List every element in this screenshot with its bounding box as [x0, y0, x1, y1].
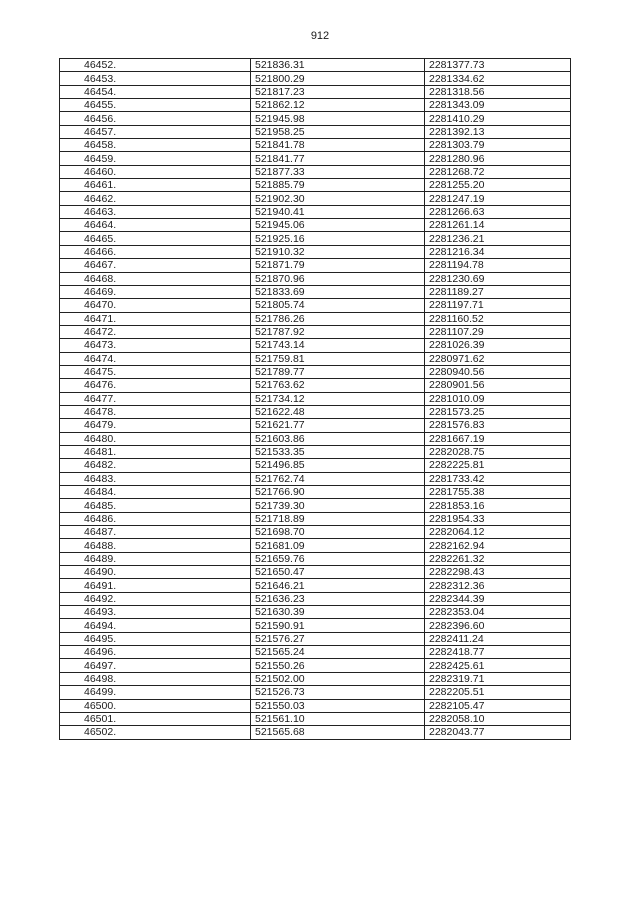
y-coordinate-cell: 2281573.25 [425, 405, 571, 418]
point-number-cell: 46470. [60, 299, 251, 312]
point-number-cell: 46489. [60, 552, 251, 565]
x-coordinate-cell: 521565.24 [251, 646, 425, 659]
y-coordinate-cell: 2282064.12 [425, 526, 571, 539]
table-row [60, 699, 571, 712]
table-row [60, 552, 571, 565]
y-coordinate-cell: 2281216.34 [425, 245, 571, 258]
y-coordinate-cell: 2282418.77 [425, 646, 571, 659]
y-coordinate-cell: 2282411.24 [425, 632, 571, 645]
table-row [60, 606, 571, 619]
y-coordinate-cell: 2281733.42 [425, 472, 571, 485]
point-number-cell: 46471. [60, 312, 251, 325]
point-number-cell: 46482. [60, 459, 251, 472]
table-row [60, 99, 571, 112]
y-coordinate-cell: 2281334.62 [425, 72, 571, 85]
point-number-cell: 46462. [60, 192, 251, 205]
y-coordinate-cell: 2281280.96 [425, 152, 571, 165]
point-number-cell: 46456. [60, 112, 251, 125]
x-coordinate-cell: 521925.16 [251, 232, 425, 245]
point-number-cell: 46465. [60, 232, 251, 245]
y-coordinate-cell: 2281853.16 [425, 499, 571, 512]
x-coordinate-cell: 521533.35 [251, 445, 425, 458]
point-number-cell: 46459. [60, 152, 251, 165]
point-number-cell: 46492. [60, 592, 251, 605]
x-coordinate-cell: 521805.74 [251, 299, 425, 312]
x-coordinate-cell: 521836.31 [251, 59, 425, 72]
point-number-cell: 46463. [60, 205, 251, 218]
point-number-cell: 46478. [60, 405, 251, 418]
point-number-cell: 46479. [60, 419, 251, 432]
table-row [60, 125, 571, 138]
y-coordinate-cell: 2281755.38 [425, 486, 571, 499]
point-number-cell: 46487. [60, 526, 251, 539]
coordinates-table [59, 58, 571, 740]
point-number-cell: 46502. [60, 726, 251, 739]
y-coordinate-cell: 2281197.71 [425, 299, 571, 312]
point-number-cell: 46464. [60, 219, 251, 232]
y-coordinate-cell: 2281247.19 [425, 192, 571, 205]
y-coordinate-cell: 2282043.77 [425, 726, 571, 739]
y-coordinate-cell: 2282298.43 [425, 566, 571, 579]
table-row [60, 592, 571, 605]
table-row [60, 312, 571, 325]
x-coordinate-cell: 521622.48 [251, 405, 425, 418]
table-row [60, 472, 571, 485]
x-coordinate-cell: 521885.79 [251, 179, 425, 192]
x-coordinate-cell: 521590.91 [251, 619, 425, 632]
point-number-cell: 46498. [60, 672, 251, 685]
table-row [60, 499, 571, 512]
point-number-cell: 46452. [60, 59, 251, 72]
x-coordinate-cell: 521763.62 [251, 379, 425, 392]
table-row [60, 445, 571, 458]
x-coordinate-cell: 521681.09 [251, 539, 425, 552]
x-coordinate-cell: 521871.79 [251, 259, 425, 272]
x-coordinate-cell: 521561.10 [251, 712, 425, 725]
y-coordinate-cell: 2281026.39 [425, 339, 571, 352]
y-coordinate-cell: 2282319.71 [425, 672, 571, 685]
point-number-cell: 46496. [60, 646, 251, 659]
point-number-cell: 46495. [60, 632, 251, 645]
point-number-cell: 46454. [60, 85, 251, 98]
y-coordinate-cell: 2280901.56 [425, 379, 571, 392]
table-row [60, 299, 571, 312]
y-coordinate-cell: 2282396.60 [425, 619, 571, 632]
x-coordinate-cell: 521841.77 [251, 152, 425, 165]
y-coordinate-cell: 2281010.09 [425, 392, 571, 405]
x-coordinate-cell: 521958.25 [251, 125, 425, 138]
table-row [60, 339, 571, 352]
y-coordinate-cell: 2281194.78 [425, 259, 571, 272]
table-row [60, 219, 571, 232]
x-coordinate-cell: 521862.12 [251, 99, 425, 112]
x-coordinate-cell: 521786.26 [251, 312, 425, 325]
x-coordinate-cell: 521940.41 [251, 205, 425, 218]
point-number-cell: 46453. [60, 72, 251, 85]
table-row [60, 272, 571, 285]
point-number-cell: 46466. [60, 245, 251, 258]
y-coordinate-cell: 2281576.83 [425, 419, 571, 432]
table-row [60, 112, 571, 125]
y-coordinate-cell: 2282162.94 [425, 539, 571, 552]
y-coordinate-cell: 2281318.56 [425, 85, 571, 98]
y-coordinate-cell: 2281160.52 [425, 312, 571, 325]
table-row [60, 619, 571, 632]
table-row [60, 419, 571, 432]
y-coordinate-cell: 2282105.47 [425, 699, 571, 712]
x-coordinate-cell: 521945.06 [251, 219, 425, 232]
y-coordinate-cell: 2280940.56 [425, 365, 571, 378]
page-number: 912 [310, 30, 330, 42]
point-number-cell: 46480. [60, 432, 251, 445]
table-row [60, 205, 571, 218]
x-coordinate-cell: 521910.32 [251, 245, 425, 258]
x-coordinate-cell: 521766.90 [251, 486, 425, 499]
x-coordinate-cell: 521789.77 [251, 365, 425, 378]
point-number-cell: 46457. [60, 125, 251, 138]
y-coordinate-cell: 2282225.81 [425, 459, 571, 472]
x-coordinate-cell: 521787.92 [251, 325, 425, 338]
y-coordinate-cell: 2282353.04 [425, 606, 571, 619]
y-coordinate-cell: 2281261.14 [425, 219, 571, 232]
table-row [60, 59, 571, 72]
point-number-cell: 46494. [60, 619, 251, 632]
y-coordinate-cell: 2281255.20 [425, 179, 571, 192]
x-coordinate-cell: 521621.77 [251, 419, 425, 432]
x-coordinate-cell: 521759.81 [251, 352, 425, 365]
y-coordinate-cell: 2281266.63 [425, 205, 571, 218]
x-coordinate-cell: 521496.85 [251, 459, 425, 472]
table-row [60, 165, 571, 178]
x-coordinate-cell: 521817.23 [251, 85, 425, 98]
x-coordinate-cell: 521800.29 [251, 72, 425, 85]
y-coordinate-cell: 2282344.39 [425, 592, 571, 605]
y-coordinate-cell: 2281107.29 [425, 325, 571, 338]
table-row [60, 325, 571, 338]
y-coordinate-cell: 2281667.19 [425, 432, 571, 445]
y-coordinate-cell: 2281236.21 [425, 232, 571, 245]
point-number-cell: 46493. [60, 606, 251, 619]
x-coordinate-cell: 521550.26 [251, 659, 425, 672]
coordinates-table-body [60, 59, 571, 740]
x-coordinate-cell: 521833.69 [251, 285, 425, 298]
x-coordinate-cell: 521877.33 [251, 165, 425, 178]
table-row [60, 566, 571, 579]
y-coordinate-cell: 2281954.33 [425, 512, 571, 525]
x-coordinate-cell: 521739.30 [251, 499, 425, 512]
point-number-cell: 46460. [60, 165, 251, 178]
y-coordinate-cell: 2281189.27 [425, 285, 571, 298]
x-coordinate-cell: 521650.47 [251, 566, 425, 579]
y-coordinate-cell: 2282312.36 [425, 579, 571, 592]
table-row [60, 192, 571, 205]
y-coordinate-cell: 2282058.10 [425, 712, 571, 725]
table-row [60, 486, 571, 499]
x-coordinate-cell: 521550.03 [251, 699, 425, 712]
table-row [60, 379, 571, 392]
x-coordinate-cell: 521502.00 [251, 672, 425, 685]
y-coordinate-cell: 2281268.72 [425, 165, 571, 178]
table-row [60, 152, 571, 165]
table-row [60, 232, 571, 245]
x-coordinate-cell: 521698.70 [251, 526, 425, 539]
table-row [60, 85, 571, 98]
y-coordinate-cell: 2282261.32 [425, 552, 571, 565]
table-row [60, 512, 571, 525]
point-number-cell: 46491. [60, 579, 251, 592]
x-coordinate-cell: 521565.68 [251, 726, 425, 739]
table-row [60, 632, 571, 645]
point-number-cell: 46497. [60, 659, 251, 672]
y-coordinate-cell: 2281377.73 [425, 59, 571, 72]
x-coordinate-cell: 521945.98 [251, 112, 425, 125]
table-row [60, 285, 571, 298]
point-number-cell: 46455. [60, 99, 251, 112]
y-coordinate-cell: 2282425.61 [425, 659, 571, 672]
table-row [60, 672, 571, 685]
table-row [60, 526, 571, 539]
y-coordinate-cell: 2281410.29 [425, 112, 571, 125]
point-number-cell: 46477. [60, 392, 251, 405]
point-number-cell: 46473. [60, 339, 251, 352]
table-row [60, 579, 571, 592]
x-coordinate-cell: 521659.76 [251, 552, 425, 565]
point-number-cell: 46475. [60, 365, 251, 378]
point-number-cell: 46485. [60, 499, 251, 512]
x-coordinate-cell: 521576.27 [251, 632, 425, 645]
x-coordinate-cell: 521603.86 [251, 432, 425, 445]
point-number-cell: 46501. [60, 712, 251, 725]
y-coordinate-cell: 2281343.09 [425, 99, 571, 112]
point-number-cell: 46488. [60, 539, 251, 552]
point-number-cell: 46472. [60, 325, 251, 338]
table-row [60, 712, 571, 725]
y-coordinate-cell: 2280971.62 [425, 352, 571, 365]
point-number-cell: 46490. [60, 566, 251, 579]
x-coordinate-cell: 521870.96 [251, 272, 425, 285]
table-row [60, 405, 571, 418]
y-coordinate-cell: 2281392.13 [425, 125, 571, 138]
x-coordinate-cell: 521902.30 [251, 192, 425, 205]
point-number-cell: 46486. [60, 512, 251, 525]
point-number-cell: 46500. [60, 699, 251, 712]
point-number-cell: 46499. [60, 686, 251, 699]
x-coordinate-cell: 521526.73 [251, 686, 425, 699]
x-coordinate-cell: 521743.14 [251, 339, 425, 352]
x-coordinate-cell: 521636.23 [251, 592, 425, 605]
y-coordinate-cell: 2282205.51 [425, 686, 571, 699]
table-row [60, 179, 571, 192]
table-row [60, 659, 571, 672]
table-row [60, 139, 571, 152]
table-row [60, 726, 571, 739]
y-coordinate-cell: 2282028.75 [425, 445, 571, 458]
table-row [60, 259, 571, 272]
point-number-cell: 46469. [60, 285, 251, 298]
point-number-cell: 46483. [60, 472, 251, 485]
table-row [60, 352, 571, 365]
point-number-cell: 46461. [60, 179, 251, 192]
y-coordinate-cell: 2281303.79 [425, 139, 571, 152]
x-coordinate-cell: 521734.12 [251, 392, 425, 405]
point-number-cell: 46467. [60, 259, 251, 272]
table-row [60, 365, 571, 378]
point-number-cell: 46458. [60, 139, 251, 152]
table-row [60, 686, 571, 699]
point-number-cell: 46481. [60, 445, 251, 458]
point-number-cell: 46484. [60, 486, 251, 499]
y-coordinate-cell: 2281230.69 [425, 272, 571, 285]
table-row [60, 245, 571, 258]
table-row [60, 72, 571, 85]
x-coordinate-cell: 521718.89 [251, 512, 425, 525]
point-number-cell: 46468. [60, 272, 251, 285]
x-coordinate-cell: 521841.78 [251, 139, 425, 152]
table-row [60, 459, 571, 472]
table-row [60, 392, 571, 405]
table-row [60, 646, 571, 659]
table-row [60, 539, 571, 552]
point-number-cell: 46476. [60, 379, 251, 392]
x-coordinate-cell: 521762.74 [251, 472, 425, 485]
point-number-cell: 46474. [60, 352, 251, 365]
x-coordinate-cell: 521630.39 [251, 606, 425, 619]
x-coordinate-cell: 521646.21 [251, 579, 425, 592]
table-row [60, 432, 571, 445]
